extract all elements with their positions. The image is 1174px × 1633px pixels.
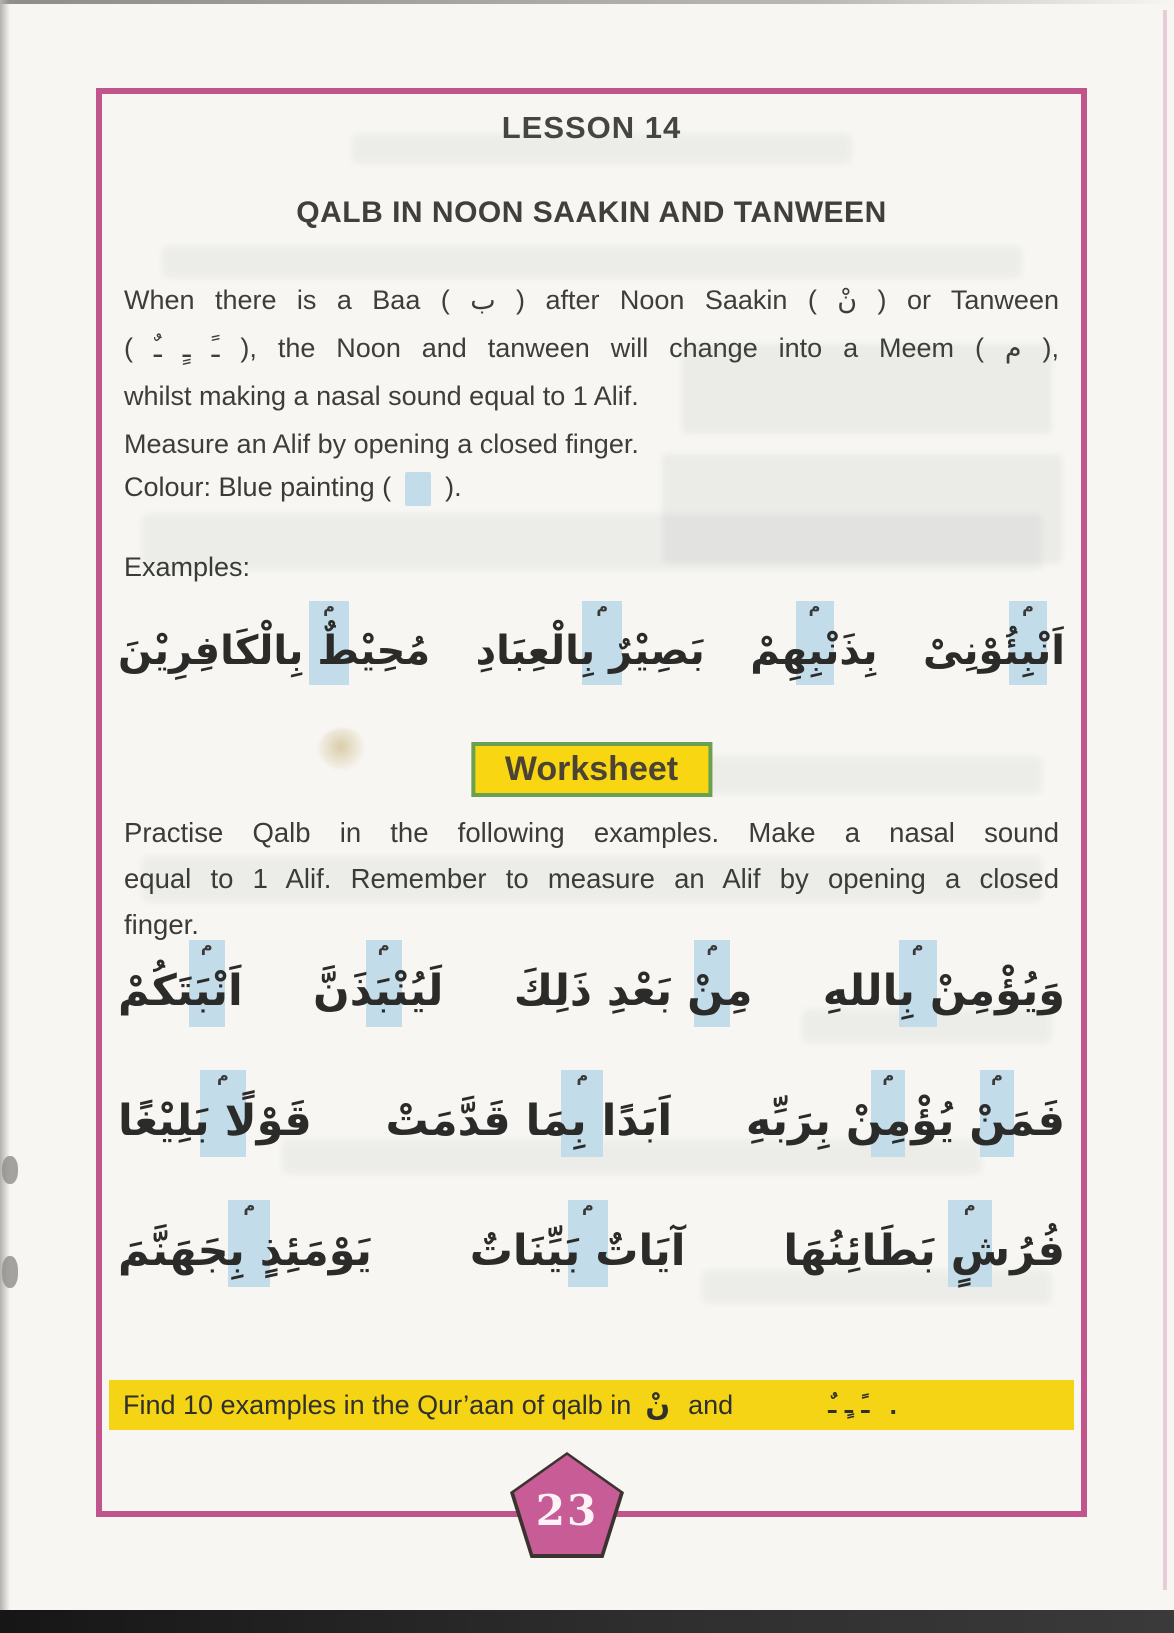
small-meem-mark: م bbox=[596, 597, 609, 616]
arabic-word bbox=[750, 597, 878, 674]
small-meem-mark: م bbox=[581, 1195, 594, 1215]
arabic-word-text: اَنْبِئُوْنِىْ bbox=[923, 628, 1065, 674]
arabic-word bbox=[745, 1065, 1065, 1146]
arabic-word bbox=[385, 1065, 673, 1146]
small-meem-mark: م bbox=[882, 1065, 895, 1085]
arabic-word-text: يَوْمَئِذٍ بِجَهَنَّمَ bbox=[118, 1225, 372, 1276]
intro-line: Measure an Alif by opening a closed finger. bbox=[124, 429, 639, 459]
small-meem-mark: م bbox=[911, 935, 924, 955]
practice-arabic-line-3 bbox=[118, 1192, 1065, 1310]
arabic-word bbox=[118, 597, 431, 674]
intro-line: whilst making a nasal sound equal to 1 Alif. bbox=[124, 381, 639, 411]
page-heading: QALB IN NOON SAAKIN AND TANWEEN bbox=[296, 196, 887, 229]
small-meem-mark: م bbox=[991, 1065, 1003, 1085]
intro-paragraph bbox=[124, 276, 1059, 468]
worksheet-instructions bbox=[124, 810, 1059, 948]
arabic-word bbox=[923, 597, 1065, 674]
intro-line: When there is a Baa ( ب ) after Noon Saakin ( نْ ) or Tanween bbox=[124, 285, 1059, 315]
next-page-edge bbox=[1163, 10, 1167, 1590]
arabic-word bbox=[118, 1065, 312, 1146]
arabic-word-text: اَبَدًا بِمَا قَدَّمَتْ bbox=[385, 1095, 673, 1146]
arabic-word-text: مِنْ بَعْدِ ذَلِكَ bbox=[513, 965, 753, 1016]
small-meem-mark: م bbox=[963, 1195, 976, 1215]
find-and-text: and bbox=[688, 1389, 734, 1420]
bleed-through-artifact bbox=[162, 246, 1022, 278]
small-meem-mark: م bbox=[217, 1065, 229, 1085]
binding-notch bbox=[2, 1156, 18, 1184]
arabic-word-text: بَصِيْرٌ بِالْعِبَادِ bbox=[475, 628, 705, 674]
small-meem-mark: م bbox=[243, 1195, 256, 1215]
colour-note-suffix: ). bbox=[445, 472, 462, 503]
intro-line: ( ـً ـٍ ـٌ ), the Noon and tanween will change into a Meem ( م ), bbox=[124, 333, 1060, 363]
colour-note bbox=[124, 472, 462, 506]
page-number: 23 bbox=[535, 1486, 599, 1535]
arabic-word bbox=[469, 1195, 686, 1276]
instruction-line: Practise Qalb in the following examples. Make a nasal sound bbox=[124, 817, 1059, 848]
arabic-word-text: لَيُنْبَذَنَّ bbox=[313, 965, 444, 1016]
small-meem-mark: م bbox=[1022, 597, 1034, 616]
arabic-word bbox=[118, 935, 243, 1016]
scan-edge-left bbox=[0, 0, 10, 1633]
find-instruction-bar bbox=[109, 1380, 1074, 1430]
arabic-word bbox=[313, 935, 444, 1016]
colour-note-prefix: Colour: Blue painting ( bbox=[124, 472, 392, 503]
blue-paint-swatch-icon bbox=[405, 472, 431, 506]
binding-notch bbox=[2, 1256, 18, 1288]
arabic-word-text: آيَاتٌ بَيِّنَاتٌ bbox=[469, 1225, 686, 1276]
arabic-word bbox=[513, 935, 753, 1016]
scan-edge-bottom bbox=[0, 1610, 1174, 1633]
bleed-through-artifact bbox=[662, 454, 1062, 564]
tanween-symbol: ـً ـٍ ـٌ bbox=[828, 1391, 870, 1419]
small-meem-mark: م bbox=[323, 597, 335, 616]
scan-edge-top bbox=[0, 0, 1174, 4]
bleed-through-artifact bbox=[142, 514, 1042, 570]
instruction-line: finger. bbox=[124, 909, 199, 940]
examples-arabic-line bbox=[118, 592, 1065, 710]
small-meem-mark: م bbox=[377, 935, 390, 955]
arabic-word-text: فَمَنْ يُؤْمِنْ بِرَبِّهِ bbox=[745, 1095, 1065, 1146]
small-meem-mark: م bbox=[576, 1065, 589, 1085]
find-period: . bbox=[889, 1389, 897, 1420]
worksheet-badge: Worksheet bbox=[471, 742, 712, 797]
small-meem-mark: م bbox=[706, 935, 719, 955]
arabic-word-text: بِذَنْبِهِمْ bbox=[750, 628, 878, 674]
noon-saakin-symbol: نْ bbox=[645, 1388, 671, 1422]
arabic-word bbox=[118, 1195, 372, 1276]
arabic-word-text: وَيُؤْمِنْ بِاللهِ bbox=[822, 965, 1065, 1016]
arabic-word-text: مُحِيْطٌ بِالْكَافِرِيْنَ bbox=[118, 628, 431, 674]
examples-label: Examples: bbox=[124, 552, 251, 582]
arabic-word-text: فُرُشٍ بَطَائِنُهَا bbox=[783, 1225, 1065, 1276]
page-number-badge bbox=[510, 1452, 624, 1558]
small-meem-mark: م bbox=[808, 597, 821, 616]
arabic-word-text: قَوْلًا بَلِيْغًا bbox=[118, 1095, 312, 1146]
page-frame bbox=[96, 88, 1087, 1517]
arabic-word bbox=[475, 597, 705, 674]
practice-arabic-line-2 bbox=[118, 1062, 1065, 1180]
small-meem-mark: م bbox=[200, 935, 213, 955]
arabic-word bbox=[783, 1195, 1065, 1276]
lesson-title: LESSON 14 bbox=[501, 110, 682, 145]
arabic-word-text: اَنْبَتَكُمْ bbox=[118, 965, 243, 1016]
arabic-word bbox=[822, 935, 1065, 1016]
practice-arabic-line-1 bbox=[118, 932, 1065, 1050]
find-text: Find 10 examples in the Qur’aan of qalb in bbox=[123, 1389, 632, 1420]
instruction-line: equal to 1 Alif. Remember to measure an Alif by opening a closed bbox=[124, 863, 1059, 894]
